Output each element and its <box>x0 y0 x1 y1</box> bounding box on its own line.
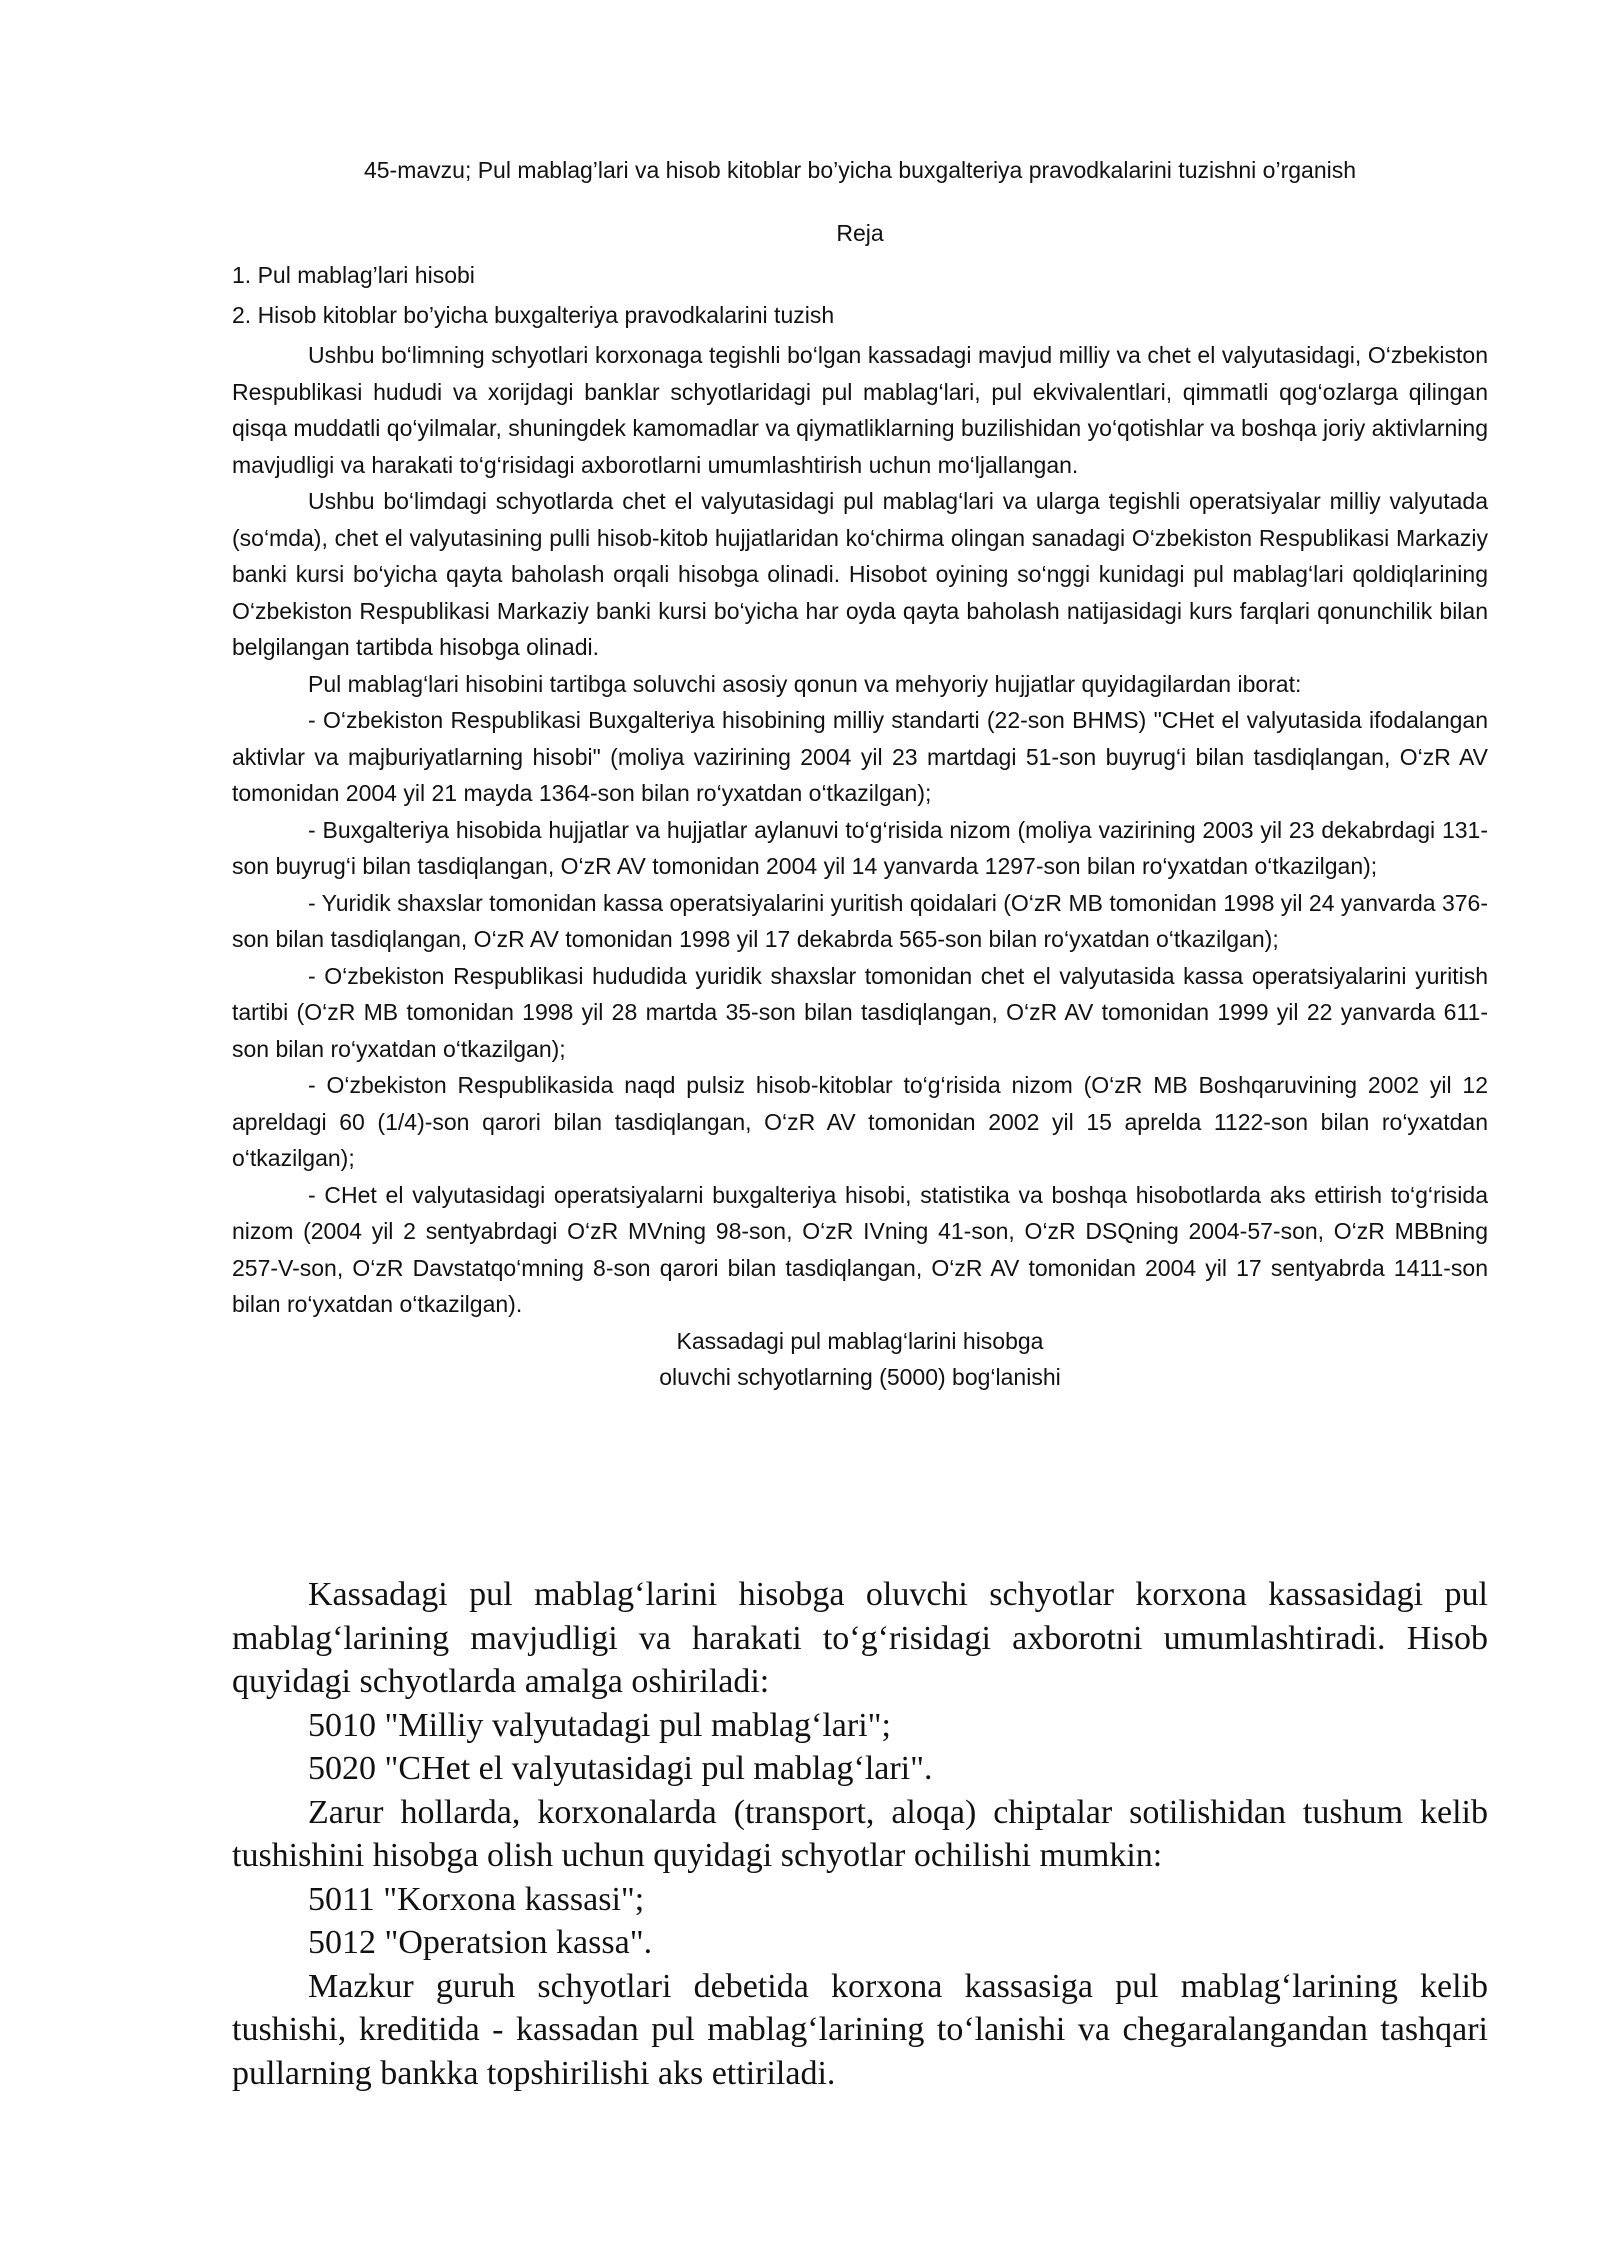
paragraph: Pul mablag‘lari hisobini tartibga soluvchi asosiy qonun va mehyoriy hujjatlar quyidagilardan iborat: <box>308 670 1302 697</box>
account-item: 5020 "CHet el valyutasidagi pul mablag‘lari". <box>308 1750 933 1787</box>
list-item: - O‘zbekiston Respublikasida naqd pulsiz hisob-kitoblar to‘g‘risida nizom (O‘zR MB Boshqaruvining 2002 yil 12 apreldagi 60 (1/4)-son qarori bilan tasdiqlangan, O‘zR AV tomonidan 2002 yil 15 aprelda 1122-son bilan ro‘yxatdan o‘tkazilgan); <box>232 1072 1488 1171</box>
account-item: 5011 "Korxona kassasi"; <box>308 1880 645 1918</box>
list-item: - Yuridik shaxslar tomonidan kassa operatsiyalarini yuritish qoidalari (O‘zR MB tomonidan 1998 yil 24 yanvarda 376-son bilan tasdiqlangan, O‘zR AV tomonidan 1998 yil 17 dekabrda 565-son bilan ro‘yxatdan o‘tkazilgan); <box>232 889 1488 952</box>
plan-item-2: 2. Hisob kitoblar bo’yicha buxgalteriya pravodkalarini tuzish <box>232 302 835 328</box>
list-item: - O‘zbekiston Respublikasi Buxgalteriya hisobining milliy standarti (22-son BHMS) "CHet el valyutasida ifodalangan aktivlar va majburiyatlarning hisobi" (moliya vazirining 2004 yil 23 martdagi 51-son buyrug‘i bilan tasdiqlangan, O‘zR AV tomonidan 2004 yil 21 mayda 1364-son bilan ro‘yxatdan o‘tkazilgan); <box>232 707 1488 806</box>
account-item: 5012 "Operatsion kassa". <box>308 1924 653 1961</box>
section-subheading-line2: oluvchi schyotlarning (5000) bog‘lanishi <box>659 1364 1061 1390</box>
account-item: 5010 "Milliy valyutadagi pul mablag‘lari"; <box>308 1706 891 1744</box>
paragraph: Mazkur guruh schyotlari debetida korxona kassasiga pul mablag‘larining kelib tushishi, kreditida - kassadan pul mablag‘larining to‘lanishi va chegaralangandan tashqari pullarning bankka topshirilishi aks ettiriladi. <box>232 1967 1488 2092</box>
paragraph: Kassadagi pul mablag‘larini hisobga oluvchi schyotlar korxona kassasidagi pul mablag‘larining mavjudligi va harakati to‘g‘risidagi axborotni umumlashtiradi. Hisob quyidagi schyotlarda amalga oshiriladi: <box>232 1576 1488 1700</box>
list-item: - Buxgalteriya hisobida hujjatlar va hujjatlar aylanuvi to‘g‘risida nizom (moliya vazirining 2003 yil 23 dekabrdagi 131-son buyrug‘i bilan tasdiqlangan, O‘zR AV tomonidan 2004 yil 14 yanvarda 1297-son bilan ro‘yxatdan o‘tkazilgan); <box>232 816 1488 879</box>
section-subheading: Kassadagi pul mablag‘larini hisobga <box>676 1327 1044 1354</box>
body-text <box>232 337 1488 1396</box>
plan-heading: Reja <box>836 220 884 246</box>
paragraph: Ushbu bo‘limdagi schyotlarda chet el valyutasidagi pul mablag‘lari va ularga tegishli operatsiyalar milliy valyutada (so‘mda), chet el valyutasining pulli hisob-kitob hujjatlaridan ko‘chirma olingan sanadagi O‘zbekiston Respublikasi Markaziy banki kursi bo‘yicha qayta baholash orqali hisobga olinadi. Hisobot oyining so‘nggi kunidagi pul mablag‘lari qoldiqlarining O‘zbekiston Respublikasi Markaziy banki kursi bo‘yicha har oyda qayta baholash natijasidagi kurs farqlari qonunchilik bilan belgilangan tartibda hisobga olinadi. <box>232 488 1488 660</box>
document-title: 45-mavzu; Pul mablag’lari va hisob kitoblar bo’yicha buxgalteriya pravodkalarini tuzishni o’rganish <box>363 157 1357 183</box>
paragraph: Ushbu bo‘limning schyotlari korxonaga tegishli bo‘lgan kassadagi mavjud milliy va chet el valyutasidagi, O‘zbekiston Respublikasi hududi va xorijdagi banklar schyotlaridagi pul mablag‘lari, pul ekvivalentlari, qimmatli qog‘ozlarga qilingan qisqa muddatli qo‘yilmalar, shuningdek kamomadlar va qiymatliklarning buzilishidan yo‘qotishlar va boshqa joriy aktivlarning mavjudligi va harakati to‘g‘risidagi axborotlarni umumlashtirish uchun mo‘ljallangan. <box>232 342 1488 478</box>
list-item: - O‘zbekiston Respublikasi hududida yuridik shaxslar tomonidan chet el valyutasida kassa operatsiyalarini yuritish tartibi (O‘zR MB tomonidan 1998 yil 28 martda 35-son bilan tasdiqlangan, O‘zR AV tomonidan 1999 yil 22 yanvarda 611-son bilan ro‘yxatdan o‘tkazilgan); <box>232 962 1488 1062</box>
serif-body-text <box>232 1573 1488 2095</box>
paragraph: Zarur hollarda, korxonalarda (transport, aloqa) chiptalar sotilishidan tushum kelib tushishini hisobga olish uchun quyidagi schyotlar ochilishi mumkin: <box>232 1793 1488 1874</box>
plan-item-1: 1. Pul mablag’lari hisobi <box>232 262 475 288</box>
list-item: - CHet el valyutasidagi operatsiyalarni buxgalteriya hisobi, statistika va boshqa hisobotlarda aks ettirish to‘g‘risida nizom (2004 yil 2 sentyabrdagi O‘zR MVning 98-son, O‘zR IVning 41-son, O‘zR DSQning 2004-57-son, O‘zR MBBning 257-V-son, O‘zR Davstatqo‘mning 8-son qarori bilan tasdiqlangan, O‘zR AV tomonidan 2004 yil 17 sentyabrda 1411-son bilan ro‘yxatdan o‘tkazilgan). <box>232 1181 1488 1317</box>
